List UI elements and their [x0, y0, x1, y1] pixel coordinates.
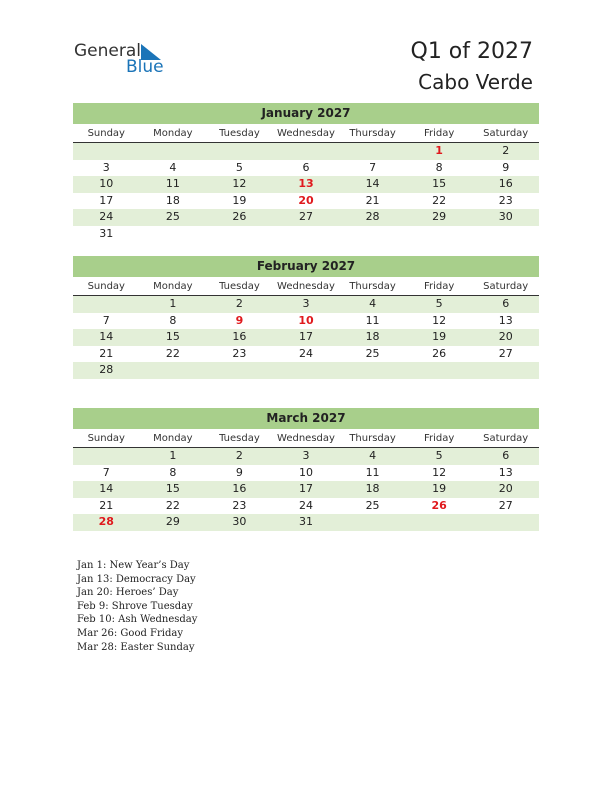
date-cell: 12 [232, 177, 247, 190]
date-cell: 4 [169, 160, 177, 174]
weekday-header-row [73, 429, 539, 448]
holiday-entry: Feb 10: Ash Wednesday [77, 614, 198, 626]
date-cell: 28 [99, 363, 114, 376]
holiday-entry: Jan 13: Democracy Day [77, 573, 196, 585]
date-cell: 25 [165, 210, 180, 223]
date-cell: 1 [169, 297, 177, 310]
brand-logo [74, 41, 174, 77]
date-cell: 19 [232, 193, 247, 207]
weekday-label: Saturday [483, 128, 529, 139]
week-row [73, 193, 539, 210]
date-cell: 15 [165, 330, 180, 343]
holiday-entry: Jan 20: Heroes’ Day [77, 587, 179, 599]
date-cell: 22 [165, 498, 180, 512]
month-march [73, 408, 539, 531]
date-cell: 19 [432, 330, 447, 343]
date-cell [73, 296, 140, 313]
weekday-label: Tuesday [219, 433, 260, 444]
date-cell: 7 [102, 465, 110, 479]
date-cell: 23 [232, 346, 247, 360]
date-cell: 16 [232, 482, 247, 495]
weekday-label: Thursday [349, 281, 396, 292]
date-cell [339, 226, 406, 243]
date-cell: 2 [502, 144, 510, 157]
date-cell: 14 [365, 177, 380, 190]
week-row [73, 465, 539, 482]
week-row [73, 448, 539, 465]
date-cell [472, 226, 539, 243]
date-cell [73, 143, 140, 160]
date-cell: 11 [165, 177, 180, 190]
date-cell: 11 [365, 313, 380, 327]
date-cell: 1 [169, 449, 177, 462]
week-row [73, 481, 539, 498]
date-cell: 26 [432, 346, 447, 360]
week-row [73, 296, 539, 313]
date-cell: 6 [502, 449, 510, 462]
page-subtitle: Cabo Verde [418, 70, 533, 94]
date-cell: 30 [498, 210, 513, 223]
holiday-date-cell: 28 [98, 515, 114, 528]
date-cell [472, 362, 539, 379]
holiday-date-cell: 10 [298, 313, 314, 327]
weekday-label: Saturday [483, 281, 529, 292]
date-cell: 28 [365, 210, 380, 223]
date-cell: 27 [298, 210, 313, 223]
week-row [73, 498, 539, 515]
date-cell: 5 [435, 297, 443, 310]
weekday-label: Wednesday [277, 433, 335, 444]
date-cell: 29 [432, 210, 447, 223]
date-cell: 2 [235, 449, 243, 462]
month-title: January 2027 [73, 103, 539, 124]
date-cell: 4 [369, 449, 377, 462]
date-cell: 31 [298, 515, 313, 528]
holiday-date-cell: 13 [298, 177, 314, 190]
weekday-label: Monday [153, 433, 193, 444]
date-cell: 16 [498, 177, 513, 190]
date-cell: 27 [498, 346, 513, 360]
holiday-entry: Jan 1: New Year’s Day [77, 560, 190, 571]
weekday-header-row [73, 124, 539, 143]
date-cell: 30 [232, 515, 247, 528]
week-row [73, 209, 539, 226]
date-cell: 15 [432, 177, 447, 190]
weekday-label: Sunday [87, 433, 125, 444]
date-cell [273, 226, 340, 243]
weekday-label: Tuesday [219, 128, 260, 139]
month-february [73, 256, 539, 379]
date-cell: 25 [365, 346, 380, 360]
date-cell: 3 [102, 160, 110, 174]
date-cell: 16 [232, 330, 247, 343]
date-cell: 17 [99, 193, 114, 207]
date-cell [206, 143, 273, 160]
weekday-label: Saturday [483, 433, 529, 444]
weekday-label: Sunday [87, 128, 125, 139]
date-cell [406, 362, 473, 379]
holiday-date-cell: 26 [431, 498, 447, 512]
date-cell: 23 [232, 498, 247, 512]
date-cell: 24 [298, 346, 313, 360]
holiday-list [77, 559, 197, 654]
date-cell: 29 [165, 515, 180, 528]
week-row [73, 346, 539, 363]
date-cell: 17 [298, 482, 313, 495]
holiday-entry: Feb 9: Shrove Tuesday [77, 600, 193, 612]
week-row [73, 329, 539, 346]
weekday-label: Sunday [87, 281, 125, 292]
date-cell: 19 [432, 482, 447, 495]
date-cell [406, 226, 473, 243]
date-cell [406, 514, 473, 531]
date-cell: 7 [102, 313, 110, 327]
date-cell: 14 [99, 482, 114, 495]
date-cell [206, 362, 273, 379]
date-cell: 10 [99, 177, 114, 190]
week-row [73, 143, 539, 160]
date-cell: 11 [365, 465, 380, 479]
weekday-label: Friday [423, 128, 455, 139]
date-cell: 7 [369, 160, 377, 174]
date-cell: 12 [432, 465, 447, 479]
date-cell: 13 [498, 465, 513, 479]
date-cell: 8 [169, 313, 177, 327]
month-january [73, 103, 539, 242]
date-cell: 13 [498, 313, 513, 327]
week-row [73, 176, 539, 193]
weekday-header-row [73, 277, 539, 296]
date-cell: 14 [99, 330, 114, 343]
holiday-date-cell: 9 [235, 313, 244, 327]
holiday-date-cell: 20 [298, 193, 314, 207]
week-row [73, 226, 539, 243]
page-title: Q1 of 2027 [410, 39, 533, 64]
date-cell: 3 [302, 297, 310, 310]
date-cell [140, 226, 207, 243]
date-cell [273, 362, 340, 379]
date-cell [206, 226, 273, 243]
weekday-label: Thursday [349, 128, 396, 139]
date-cell [140, 143, 207, 160]
date-cell: 2 [235, 297, 243, 310]
weekday-label: Monday [153, 128, 193, 139]
date-cell: 9 [235, 465, 243, 479]
date-cell: 4 [369, 297, 377, 310]
date-cell: 9 [502, 160, 510, 174]
date-cell: 8 [169, 465, 177, 479]
date-cell: 20 [498, 482, 513, 495]
weekday-label: Monday [153, 281, 193, 292]
date-cell: 22 [165, 346, 180, 360]
date-cell: 21 [99, 498, 114, 512]
date-cell: 21 [365, 193, 380, 207]
date-cell: 22 [432, 193, 447, 207]
date-cell: 6 [502, 297, 510, 310]
holiday-entry: Mar 26: Good Friday [77, 627, 183, 639]
date-cell: 18 [365, 482, 380, 495]
date-cell [472, 514, 539, 531]
date-cell: 31 [99, 226, 114, 240]
date-cell: 26 [232, 210, 247, 223]
brand-blue-text: Blue [126, 57, 164, 77]
week-row [73, 362, 539, 379]
weekday-label: Friday [423, 433, 455, 444]
weekday-label: Wednesday [277, 281, 335, 292]
date-cell [140, 362, 207, 379]
date-cell: 5 [235, 160, 243, 174]
date-cell: 3 [302, 449, 310, 462]
date-cell: 8 [435, 160, 443, 174]
date-cell [339, 362, 406, 379]
date-cell: 18 [365, 330, 380, 343]
month-title: March 2027 [73, 408, 539, 429]
date-cell: 25 [365, 498, 380, 512]
week-row [73, 160, 539, 177]
week-row [73, 313, 539, 330]
date-cell: 15 [165, 482, 180, 495]
holiday-entry: Mar 28: Easter Sunday [77, 641, 195, 653]
date-cell: 18 [165, 193, 180, 207]
weekday-label: Tuesday [219, 281, 260, 292]
date-cell: 10 [298, 465, 313, 479]
date-cell: 23 [498, 193, 513, 207]
week-row [73, 514, 539, 531]
date-cell: 5 [435, 449, 443, 462]
date-cell: 21 [99, 346, 114, 360]
holiday-date-cell: 1 [435, 144, 443, 157]
date-cell [339, 514, 406, 531]
brand-general-text: General [74, 41, 141, 61]
date-cell: 24 [298, 498, 313, 512]
date-cell: 20 [498, 330, 513, 343]
date-cell: 12 [432, 313, 447, 327]
date-cell: 27 [498, 498, 513, 512]
date-cell [273, 143, 340, 160]
date-cell: 6 [302, 160, 310, 174]
date-cell: 24 [99, 210, 114, 223]
weekday-label: Thursday [349, 433, 396, 444]
date-cell [73, 448, 140, 465]
weekday-label: Wednesday [277, 128, 335, 139]
month-title: February 2027 [73, 256, 539, 277]
weekday-label: Friday [423, 281, 455, 292]
date-cell [339, 143, 406, 160]
date-cell: 17 [298, 330, 313, 343]
